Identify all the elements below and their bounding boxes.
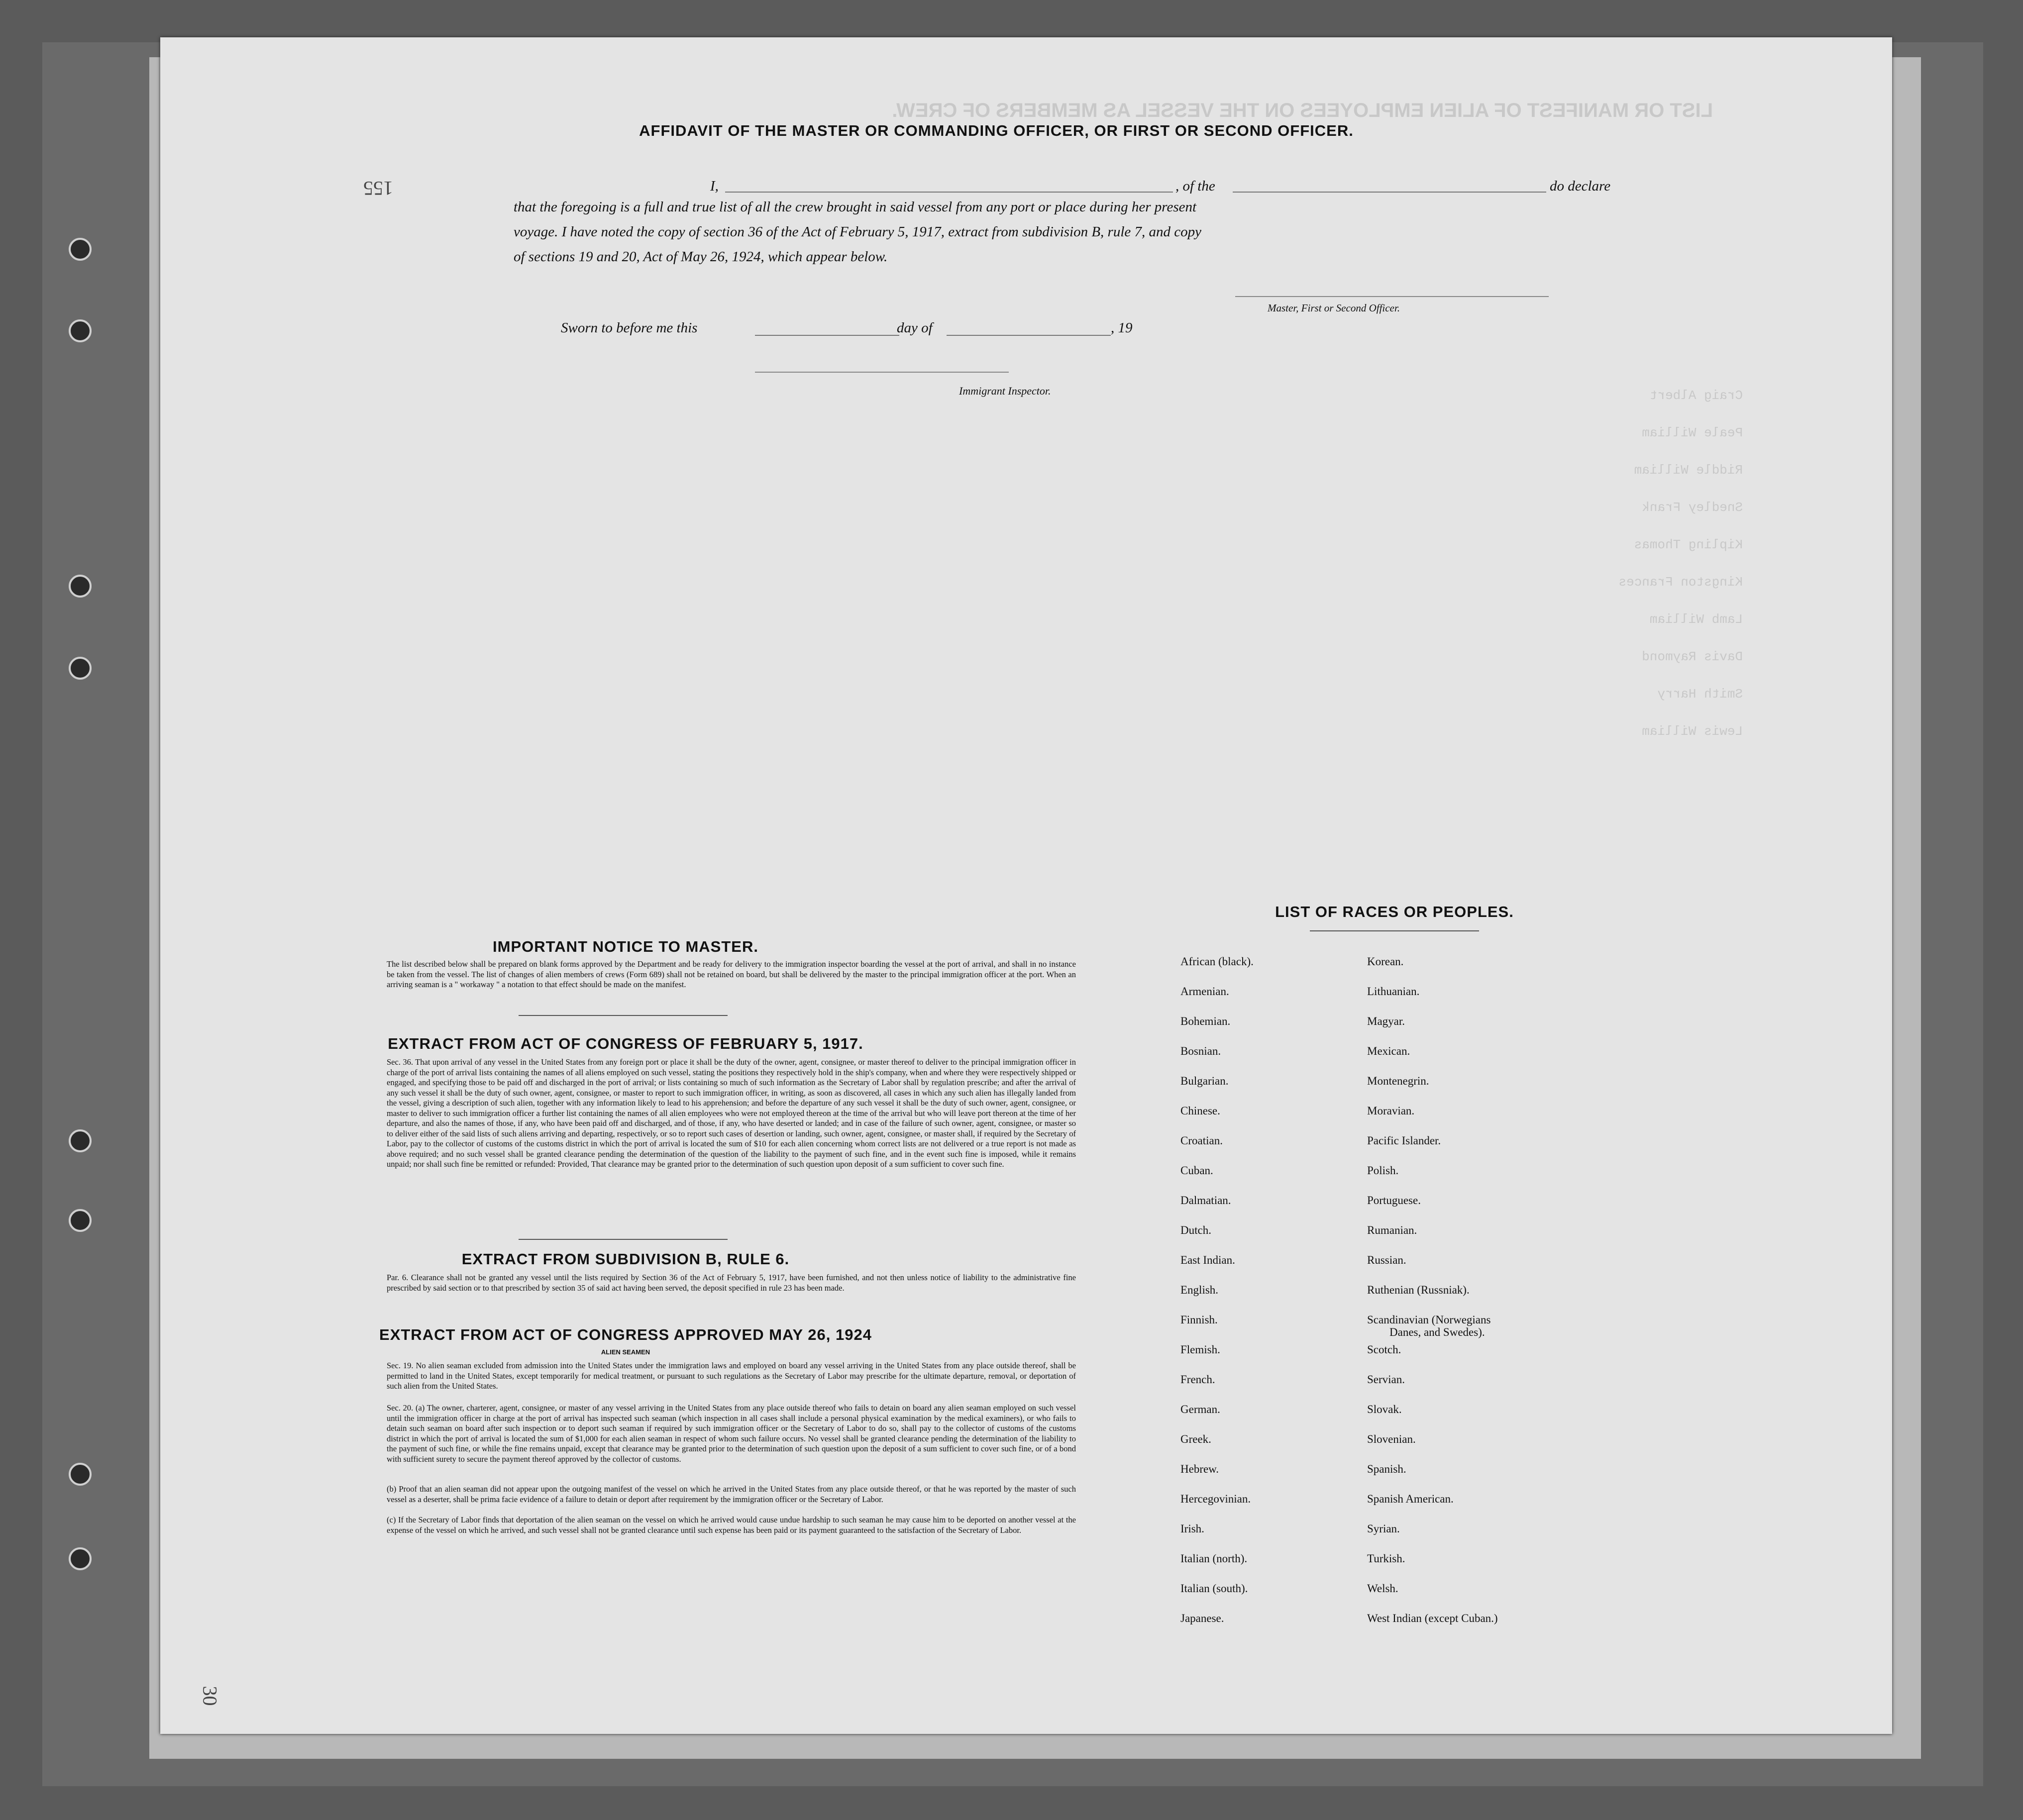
binder-hole xyxy=(69,1463,92,1486)
race-item: Bosnian. xyxy=(1180,1045,1221,1057)
race-item: Italian (north). xyxy=(1180,1552,1248,1565)
notice-divider xyxy=(519,1015,728,1016)
race-item: Turkish. xyxy=(1367,1552,1405,1565)
extract-1924-sec20b: (b) Proof that an alien seaman did not appear upon the outgoing manifest of the vessel on which he arrived in the United States from any place outside thereof, or that he was reported by the master of such vessel as a deserter, shall be prima facie evidence of a failure to detain or deport after requirement by the immigration officer or the Secretary of Labor. xyxy=(387,1484,1076,1504)
race-item: Cuban. xyxy=(1180,1164,1213,1177)
affidavit-i-label: I, xyxy=(710,178,719,194)
bleedthrough-row: Riddle William xyxy=(1634,463,1743,478)
race-item: Irish. xyxy=(1180,1522,1204,1535)
extract-1917-title: EXTRACT FROM ACT OF CONGRESS OF FEBRUARY 5, 1917. xyxy=(388,1035,863,1052)
year-label: , 19 xyxy=(1111,320,1133,336)
race-item: Montenegrin. xyxy=(1367,1075,1429,1087)
binder-hole xyxy=(69,657,92,680)
extract-1917-divider xyxy=(519,1239,728,1240)
bleedthrough-row: Snedley Frank xyxy=(1642,500,1743,515)
races-title: LIST OF RACES OR PEOPLES. xyxy=(1275,903,1514,920)
race-item: Hercegovinian. xyxy=(1180,1493,1251,1505)
race-item: Chinese. xyxy=(1180,1105,1220,1117)
sworn-day-field[interactable] xyxy=(755,335,899,336)
race-item: Welsh. xyxy=(1367,1582,1398,1595)
race-item: African (black). xyxy=(1180,955,1254,968)
sworn-label: Sworn to before me this xyxy=(561,320,698,336)
extract-1924-sec20c: (c) If the Secretary of Labor finds that deportation of the alien seaman on the vessel on which he arrived would cause undue hardship to such seaman he may cause him to be deported on another vessel at the expense of the vessel on which he arrived, and such vessel shall not be granted clearance until such expense has been paid or its payment guaranteed to the satisfaction of the Secretary of Labor. xyxy=(387,1515,1076,1535)
declaration-line-1: that the foregoing is a full and true list of all the crew brought in said vessel from any port or place during her present xyxy=(514,199,1197,215)
race-item: Polish. xyxy=(1367,1164,1399,1177)
race-item: Bulgarian. xyxy=(1180,1075,1229,1087)
bleedthrough-layer xyxy=(160,37,1892,1734)
race-item: Mexican. xyxy=(1367,1045,1410,1057)
race-item: Pacific Islander. xyxy=(1367,1134,1441,1147)
race-item: Dutch. xyxy=(1180,1224,1211,1236)
inspector-signature-line[interactable] xyxy=(755,372,1009,373)
bleedthrough-row: Peale William xyxy=(1642,425,1743,440)
race-item: Slovak. xyxy=(1367,1403,1402,1416)
race-item: Spanish. xyxy=(1367,1463,1406,1475)
extract-1917-text: Sec. 36. That upon arrival of any vessel in the United States from any foreign port or place it shall be the duty of the owner, agent, consignee, or master thereof to deliver to the principal immigration officer in charge of the port of arrival lists containing the names of all aliens employed on such vessel, stating the positions they respectively hold in the ship's company, when and where they were respectively shipped or engaged, and specifying those to be paid off and discharged in the port of arrival; or lists containing so much of such information as the Secretary of Labor shall by regulation prescribe; and after the arrival of any such vessel it shall be the duty of such owner, agent, consignee, or master to report to such immigration officer, in writing, as soon as discovered, all cases in which any such alien has illegally landed from the vessel, giving a description of such alien, together with any information likely to lead to his apprehension; and before the departure of any such vessel it shall be the duty of such owner, agent, consignee, or master to deliver to such immigration officer a further list containing the names of all alien employees who were not employed thereon at the time of the arrival but who will leave port thereon at the time of her departure, and also the names of those, if any, who have been paid off and discharged, and of those, if any, who have deserted or landed; and in case of the failure of such owner, agent, consignee, or master so to deliver either of the said lists of such aliens arriving and departing, respectively, or so to report such cases of desertion or landing, such owner, agent, consignee, or master shall, if required by the Secretary of Labor, pay to the collector of customs of the customs district in which the port of arrival is located the sum of $10 for each alien concerning whom correct lists are not delivered or a true report is not made as above required; and no such vessel shall be granted clearance pending the determination of the question of the liability to the payment of such fine, and in the event such fine is imposed, while it remains unpaid; nor shall such fine be remitted or refunded: Provided, That clearance may be granted prior to the determination of such question upon deposit of a sum sufficient to cover such fine. xyxy=(387,1057,1076,1169)
race-item: Lithuanian. xyxy=(1367,985,1420,998)
sworn-month-field[interactable] xyxy=(947,335,1111,336)
inspector-label: Immigrant Inspector. xyxy=(959,385,1051,397)
race-item: Moravian. xyxy=(1367,1105,1415,1117)
race-item: Spanish American. xyxy=(1367,1493,1454,1505)
race-item: East Indian. xyxy=(1180,1254,1235,1266)
race-item: Scandinavian (Norwegians xyxy=(1367,1314,1491,1326)
bleedthrough-row: Lewis William xyxy=(1642,724,1743,739)
binder-hole xyxy=(69,319,92,342)
race-item: Portuguese. xyxy=(1367,1194,1421,1207)
declaration-line-3: of sections 19 and 20, Act of May 26, 1924, which appear below. xyxy=(514,249,888,265)
notice-text: The list described below shall be prepared on blank forms approved by the Department and be ready for delivery to the immigration inspector boarding the vessel at the port of arrival, and shall in no instance be taken from the vessel. The list of changes of alien members of crews (Form 689) shall not be retained on board, but shall be delivered by the master to the principal immigration officer at the port. When an arriving seaman is a " workaway " a notation to that effect should be made on the manifest. xyxy=(387,959,1076,989)
day-of-label: day of xyxy=(897,320,933,336)
vessel-name-field[interactable] xyxy=(1233,192,1546,193)
extract-1924-sec19: Sec. 19. No alien seaman excluded from admission into the United States under the immigration laws and employed on board any vessel arriving in the United States from any place outside thereof, shall be permitted to land in the United States, except temporarily for medical treatment, or pursuant to such regulations as the Secretary of Labor may prescribe for the ultimate departure, removal, or deportation of such alien from the United States. xyxy=(387,1361,1076,1391)
extract-1924-title: EXTRACT FROM ACT OF CONGRESS APPROVED MAY 26, 1924 xyxy=(379,1326,872,1343)
bleedthrough-row: Smith Harry xyxy=(1657,687,1743,702)
binder-hole xyxy=(69,1209,92,1232)
race-item: German. xyxy=(1180,1403,1220,1416)
affidavit-do-declare-label: do declare xyxy=(1550,178,1611,194)
bleedthrough-row: Craig Albert xyxy=(1649,388,1743,403)
affidavit-title: AFFIDAVIT OF THE MASTER OR COMMANDING OFFICER, OR FIRST OR SECOND OFFICER. xyxy=(639,122,1354,139)
race-item: Italian (south). xyxy=(1180,1582,1248,1595)
subdivision-b-text: Par. 6. Clearance shall not be granted any vessel until the lists required by Section 36 of the Act of February 5, 1917, have been furnished, and not then unless notice of liability to the administrative fine prescribed by said section or to that prescribed by section 35 of said act having been served, the deposit specified in rule 23 has been made. xyxy=(387,1273,1076,1293)
extract-1924-subtitle: ALIEN SEAMEN xyxy=(601,1348,650,1356)
race-item: Japanese. xyxy=(1180,1612,1224,1624)
binder-hole xyxy=(69,1547,92,1570)
race-item: Finnish. xyxy=(1180,1314,1218,1326)
master-signature-line[interactable] xyxy=(1235,296,1549,297)
binder-hole xyxy=(69,238,92,261)
affidavit-of-the-label: , of the xyxy=(1175,178,1215,194)
bleedthrough-row: Davis Raymond xyxy=(1642,649,1743,664)
race-item: Korean. xyxy=(1367,955,1404,968)
binder-hole xyxy=(69,1129,92,1152)
races-divider xyxy=(1310,930,1479,931)
race-item: Syrian. xyxy=(1367,1522,1400,1535)
race-item: Croatian. xyxy=(1180,1134,1223,1147)
extract-1924-sec20a: Sec. 20. (a) The owner, charterer, agent, consignee, or master of any vessel arriving in the United States from any place outside thereof who fails to detain on board any alien seaman employed on such vessel until the immigration officer in charge at the port of arrival has inspected such seaman (which inspection in all cases shall include a personal physical examination by the medical examiners), or who fails to detain such seaman on board after such inspection or to deport such seaman if required by such immigration officer or the Secretary of Labor to do so, shall pay to the collector of customs of the customs district in which the port of arrival is located the sum of $1,000 for each alien seaman in respect of whom such failure occurs. No vessel shall be granted clearance pending the determination of the liability to the payment of such fine, or while the fine remains unpaid, except that clearance may be granted prior to the determination of such question upon the deposit of a sum sufficient to cover such fine, or of a bond with sufficient surety to secure the payment thereof approved by the collector of customs. xyxy=(387,1403,1076,1464)
race-item: Danes, and Swedes). xyxy=(1389,1326,1485,1338)
race-item: Scotch. xyxy=(1367,1343,1401,1356)
race-item: Ruthenian (Russniak). xyxy=(1367,1284,1470,1296)
subdivision-b-title: EXTRACT FROM SUBDIVISION B, RULE 6. xyxy=(461,1250,790,1268)
bleedthrough-row: Kingston Frances xyxy=(1618,575,1743,590)
bleedthrough-header: LIST OR MANIFEST OF ALIEN EMPLOYEES ON THE VESSEL AS MEMBERS OF CREW. xyxy=(892,100,1713,121)
race-item: Flemish. xyxy=(1180,1343,1220,1356)
bleedthrough-row: Lamb William xyxy=(1649,612,1743,627)
race-item: Greek. xyxy=(1180,1433,1211,1445)
race-item: Armenian. xyxy=(1180,985,1229,998)
race-item: English. xyxy=(1180,1284,1219,1296)
race-item: Servian. xyxy=(1367,1373,1405,1386)
binder-hole xyxy=(69,575,92,598)
race-item: Slovenian. xyxy=(1367,1433,1416,1445)
race-item: Russian. xyxy=(1367,1254,1406,1266)
serial-number: 155 xyxy=(363,177,393,200)
declaration-line-2: voyage. I have noted the copy of section 36 of the Act of February 5, 1917, extract from subdivision B, rule 7, and copy xyxy=(514,224,1202,240)
document-page xyxy=(160,37,1892,1734)
race-item: Hebrew. xyxy=(1180,1463,1219,1475)
master-name-field[interactable] xyxy=(725,192,1173,193)
race-item: Rumanian. xyxy=(1367,1224,1417,1236)
race-item: West Indian (except Cuban.) xyxy=(1367,1612,1498,1624)
race-item: French. xyxy=(1180,1373,1215,1386)
race-item: Dalmatian. xyxy=(1180,1194,1231,1207)
page-number: 30 xyxy=(199,1686,221,1706)
notice-title: IMPORTANT NOTICE TO MASTER. xyxy=(493,938,758,955)
bleedthrough-row: Kipling Thomas xyxy=(1634,537,1743,552)
race-item: Magyar. xyxy=(1367,1015,1405,1027)
race-item: Bohemian. xyxy=(1180,1015,1231,1027)
master-label: Master, First or Second Officer. xyxy=(1268,302,1400,314)
